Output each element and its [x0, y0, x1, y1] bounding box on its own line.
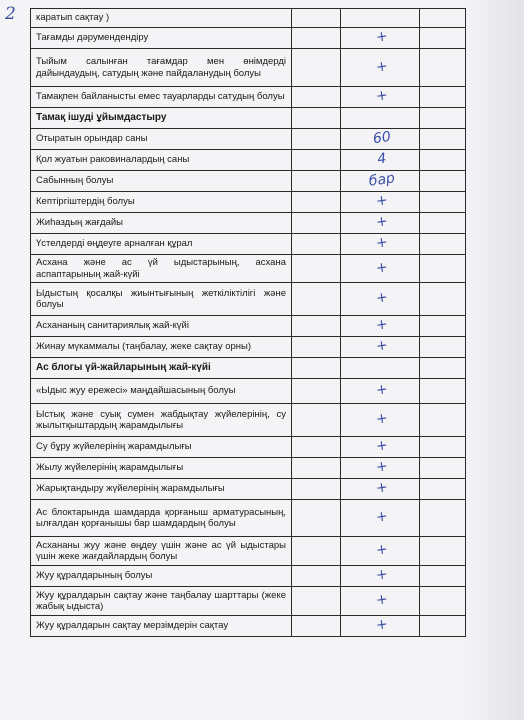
- result-cell: [341, 283, 420, 316]
- criterion-text: Үстелдерді өңдеуге арналған құрал: [31, 234, 292, 255]
- result-cell: [341, 566, 420, 587]
- empty-cell: [292, 108, 341, 129]
- empty-cell: [420, 337, 466, 358]
- empty-cell: [292, 234, 341, 255]
- checklist-row: [31, 213, 466, 234]
- checklist-row: [31, 458, 466, 479]
- section-title: Тамақ ішуді ұйымдастыру: [31, 108, 292, 129]
- empty-cell: [292, 500, 341, 537]
- section-title: Ас блогы үй-жайларының жай-күйі: [31, 358, 292, 379]
- result-cell: [341, 437, 420, 458]
- criterion-text: «Ыдыс жуу ережесі» маңдайшасының болуы: [31, 379, 292, 404]
- result-cell: [341, 213, 420, 234]
- result-cell: [341, 404, 420, 437]
- criterion-text: Жиһаздың жағдайы: [31, 213, 292, 234]
- result-cell: [341, 500, 420, 537]
- checklist-row: [31, 316, 466, 337]
- criterion-text: Асхананы жуу және өңдеу үшін және ас үй ыдыстары үшін жеке жағдайлардың болуы: [31, 537, 292, 566]
- criterion-text: Асхана және ас үй ыдыстарының, асхана аспаптарының жай-күйі: [31, 255, 292, 283]
- handwritten-mark: 60: [371, 129, 392, 148]
- handwritten-mark: +: [374, 58, 389, 76]
- empty-cell: [420, 213, 466, 234]
- empty-cell: [420, 437, 466, 458]
- criterion-text: каратып сақтау ): [31, 9, 292, 28]
- empty-cell: [292, 49, 341, 87]
- result-cell: [341, 337, 420, 358]
- criterion-text: Сабынның болуы: [31, 171, 292, 192]
- checklist-row: [31, 234, 466, 255]
- inspection-checklist-table: [30, 8, 466, 637]
- criterion-text: Жуу құралдарын сақтау мерзімдерін сақтау: [31, 616, 292, 637]
- empty-cell: [292, 28, 341, 49]
- result-cell: [341, 379, 420, 404]
- handwritten-mark: +: [374, 566, 389, 584]
- checklist-row: [31, 587, 466, 616]
- checklist-row: [31, 255, 466, 283]
- criterion-text: Ас блоктарында шамдарда қорғаныш арматурасының, ылғалдан қорғанышы бар шамдардың болуы: [31, 500, 292, 537]
- handwritten-mark: 4: [376, 150, 388, 168]
- checklist-row: [31, 479, 466, 500]
- empty-cell: [420, 28, 466, 49]
- result-cell: [341, 479, 420, 500]
- empty-cell: [292, 537, 341, 566]
- empty-cell: [292, 171, 341, 192]
- handwritten-mark: +: [374, 259, 389, 277]
- handwritten-mark: +: [374, 213, 389, 231]
- page-edge-shadow: [462, 0, 524, 720]
- checklist-row: [31, 500, 466, 537]
- empty-cell: [420, 171, 466, 192]
- empty-cell: [420, 566, 466, 587]
- result-cell: [341, 150, 420, 171]
- empty-cell: [420, 458, 466, 479]
- empty-cell: [420, 616, 466, 637]
- result-cell: [341, 49, 420, 87]
- result-cell: [341, 316, 420, 337]
- criterion-text: Тағамды дәрумендендіру: [31, 28, 292, 49]
- empty-cell: [420, 150, 466, 171]
- handwritten-mark: +: [374, 289, 389, 307]
- criterion-text: Кептіргіштердің болуы: [31, 192, 292, 213]
- handwritten-mark: +: [374, 616, 389, 634]
- checklist-row: [31, 566, 466, 587]
- empty-cell: [420, 404, 466, 437]
- checklist-row: [31, 150, 466, 171]
- empty-cell: [420, 108, 466, 129]
- checklist-row: [31, 28, 466, 49]
- handwritten-mark: +: [374, 458, 389, 476]
- empty-cell: [292, 316, 341, 337]
- handwritten-mark: +: [374, 234, 389, 252]
- criterion-text: Ыстық және суық сумен жабдықтау жүйелерінің, су жылытқыштардың жарамдылығы: [31, 404, 292, 437]
- section-header-row: [31, 108, 466, 129]
- checklist-row: [31, 404, 466, 437]
- empty-cell: [420, 316, 466, 337]
- empty-cell: [292, 566, 341, 587]
- handwritten-mark: +: [374, 437, 389, 455]
- empty-cell: [420, 255, 466, 283]
- handwritten-mark: +: [374, 541, 389, 559]
- handwritten-mark: +: [374, 28, 389, 46]
- criterion-text: Жылу жүйелерінің жарамдылығы: [31, 458, 292, 479]
- checklist-row: [31, 171, 466, 192]
- empty-cell: [420, 500, 466, 537]
- checklist-row: [31, 437, 466, 458]
- empty-cell: [292, 587, 341, 616]
- handwritten-mark: [350, 14, 413, 23]
- handwritten-mark: +: [374, 381, 389, 399]
- empty-cell: [420, 129, 466, 150]
- empty-cell: [420, 283, 466, 316]
- criterion-text: Жуу құралдарының болуы: [31, 566, 292, 587]
- result-cell: [341, 87, 420, 108]
- handwritten-mark: +: [374, 316, 389, 334]
- handwritten-mark: бар: [367, 170, 396, 190]
- criterion-text: Жинау мүкаммалы (таңбалау, жеке сақтау орны): [31, 337, 292, 358]
- criterion-text: Ыдыстың қосалқы жиынтығының жеткіліктілігі және болуы: [31, 283, 292, 316]
- empty-cell: [292, 87, 341, 108]
- empty-cell: [292, 404, 341, 437]
- empty-cell: [292, 379, 341, 404]
- empty-cell: [420, 87, 466, 108]
- criterion-text: Тамақпен байланысты емес тауарларды сатудың болуы: [31, 87, 292, 108]
- checklist-row: [31, 87, 466, 108]
- empty-cell: [292, 192, 341, 213]
- criterion-text: Қол жуатын раковиналардың саны: [31, 150, 292, 171]
- empty-cell: [420, 192, 466, 213]
- result-cell: [341, 234, 420, 255]
- checklist-row: [31, 49, 466, 87]
- empty-cell: [420, 9, 466, 28]
- empty-cell: [420, 587, 466, 616]
- criterion-text: Тыйым салынған тағамдар мен өнімдерді дайындаудың, сатудың және пайдаланудың болуы: [31, 49, 292, 87]
- empty-cell: [292, 616, 341, 637]
- section-header-row: [31, 358, 466, 379]
- handwritten-mark: +: [374, 508, 389, 526]
- result-cell: [341, 587, 420, 616]
- result-cell: [341, 358, 420, 379]
- result-cell: [341, 9, 420, 28]
- result-cell: [341, 537, 420, 566]
- handwritten-mark: +: [374, 192, 389, 210]
- result-cell: [341, 108, 420, 129]
- empty-cell: [420, 537, 466, 566]
- criterion-text: Жуу құралдарын сақтау және таңбалау шарттары (жеке жабық ыдыста): [31, 587, 292, 616]
- result-cell: [341, 616, 420, 637]
- result-cell: [341, 129, 420, 150]
- result-cell: [341, 171, 420, 192]
- criterion-text: Отыратын орындар саны: [31, 129, 292, 150]
- empty-cell: [292, 337, 341, 358]
- checklist-row: [31, 337, 466, 358]
- handwritten-mark: +: [374, 337, 389, 355]
- result-cell: [341, 458, 420, 479]
- empty-cell: [292, 479, 341, 500]
- result-cell: [341, 28, 420, 49]
- criterion-text: Су бұру жүйелерінің жарамдылығы: [31, 437, 292, 458]
- handwritten-mark: +: [374, 479, 389, 497]
- empty-cell: [292, 358, 341, 379]
- checklist-row: [31, 192, 466, 213]
- empty-cell: [292, 437, 341, 458]
- empty-cell: [420, 234, 466, 255]
- empty-cell: [292, 129, 341, 150]
- checklist-row: [31, 379, 466, 404]
- checklist-row: [31, 9, 466, 28]
- empty-cell: [292, 213, 341, 234]
- empty-cell: [420, 358, 466, 379]
- checklist-row: [31, 616, 466, 637]
- criterion-text: Жарықтандыру жүйелерінің жарамдылығы: [31, 479, 292, 500]
- result-cell: [341, 192, 420, 213]
- handwritten-page-number: 2: [5, 4, 16, 24]
- criterion-text: Асхананың санитариялық жай-күйі: [31, 316, 292, 337]
- empty-cell: [292, 255, 341, 283]
- empty-cell: [420, 49, 466, 87]
- empty-cell: [420, 379, 466, 404]
- result-cell: [341, 255, 420, 283]
- handwritten-mark: +: [374, 591, 389, 609]
- empty-cell: [292, 9, 341, 28]
- empty-cell: [292, 283, 341, 316]
- empty-cell: [292, 150, 341, 171]
- checklist-body: [31, 9, 466, 637]
- checklist-row: [31, 283, 466, 316]
- checklist-row: [31, 537, 466, 566]
- checklist-row: [31, 129, 466, 150]
- empty-cell: [420, 479, 466, 500]
- handwritten-mark: +: [374, 87, 389, 105]
- empty-cell: [292, 458, 341, 479]
- handwritten-mark: +: [374, 410, 389, 428]
